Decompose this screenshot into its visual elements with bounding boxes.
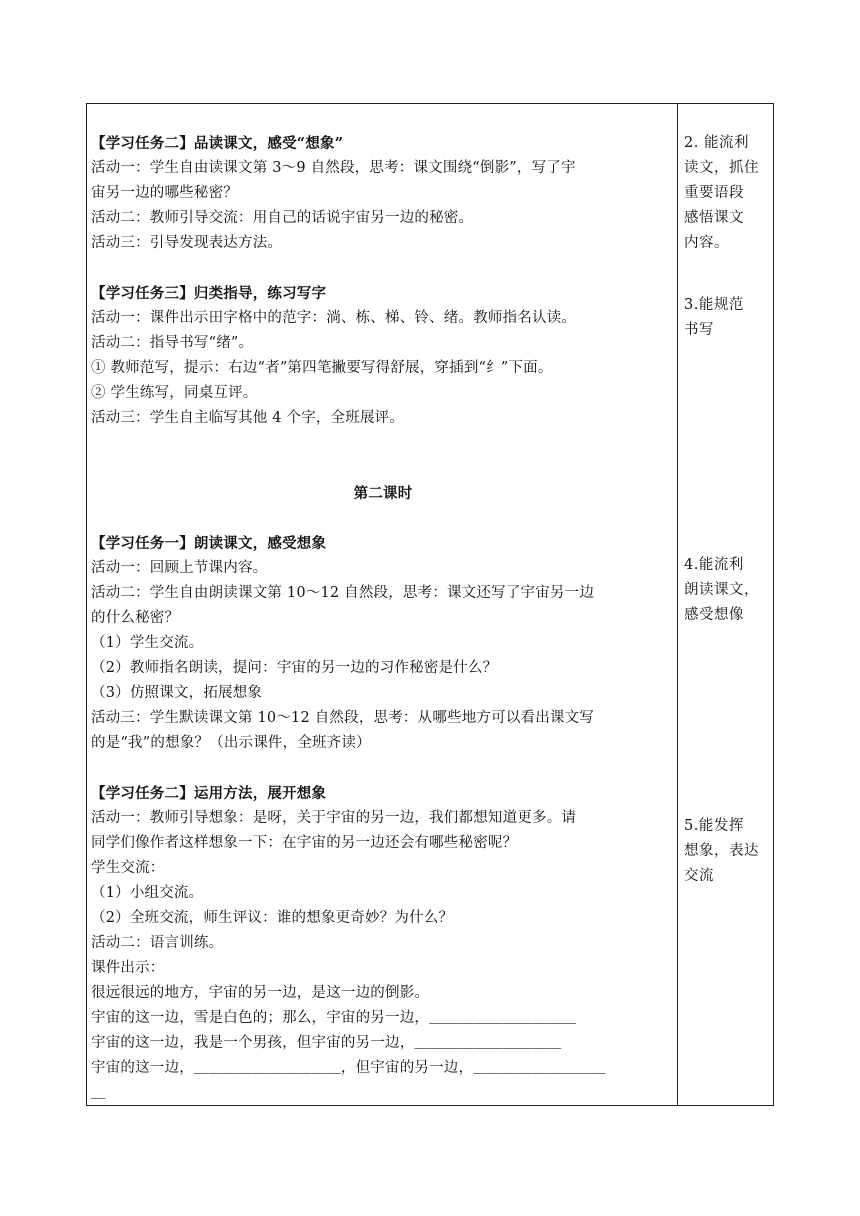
- task-heading: 【学习任务三】归类指导，练习写字: [91, 285, 327, 302]
- blank-line: [91, 506, 675, 531]
- fill-blank-line: ＿: [91, 1085, 106, 1101]
- text-line: ② 学生练写，同桌互评。: [91, 385, 258, 401]
- text-line: （1）学生交流。: [91, 635, 204, 651]
- text-line: 活动二：指导书写“绪”。: [91, 335, 254, 351]
- task-heading: 【学习任务一】朗读课文，感受想象: [91, 535, 327, 552]
- section-title: 第二课时: [353, 485, 413, 502]
- objective-line: 内容。: [684, 235, 729, 251]
- text-line: 活动三：学生自主临写其他 4 个字，全班展评。: [91, 410, 405, 426]
- text-line: 很远很远的地方，宇宙的另一边，是这一边的倒影。: [91, 985, 430, 1001]
- text-line: 活动二：学生自由朗读课文第 10～12 自然段，思考：课文还写了宇宙另一边: [91, 585, 595, 601]
- text-line: 同学们像作者这样想象一下：在宇宙的另一边还会有哪些秘密呢？: [91, 835, 518, 851]
- objective-line: 5.能发挥: [684, 818, 744, 834]
- text-line: 活动一：回顾上节课内容。: [91, 560, 268, 576]
- blank-line: [91, 756, 675, 781]
- objective-line: 2. 能流利: [684, 135, 749, 151]
- objective-block: [684, 814, 770, 889]
- text-line: 学生交流：: [91, 860, 165, 876]
- text-line: （1）小组交流。: [91, 885, 204, 901]
- text-line: 的什么秘密？: [91, 610, 180, 626]
- fill-blank-line: 宇宙的这一边，＿＿＿＿＿＿＿＿＿＿，但宇宙的另一边，＿＿＿＿＿＿＿＿＿: [91, 1060, 606, 1076]
- objective-line: 重要语段: [684, 185, 744, 201]
- task-heading: 【学习任务二】运用方法，展开想象: [91, 785, 327, 802]
- blank-line: [91, 256, 675, 281]
- text-line: （2）全班交流，师生评议：谁的想象更奇妙？为什么？: [91, 910, 454, 926]
- text-line: 活动一：教师引导想象：是呀，关于宇宙的另一边，我们都想知道更多。请: [91, 810, 577, 826]
- text-line: 活动二：教师引导交流：用自己的话说宇宙另一边的秘密。: [91, 210, 474, 226]
- text-line: 活动三：学生默读课文第 10～12 自然段，思考：从哪些地方可以看出课文写: [91, 710, 595, 726]
- text-line: 活动三：引导发现表达方法。: [91, 235, 283, 251]
- objective-line: 朗读课文，: [684, 582, 759, 598]
- text-line: ① 教师范写，提示：右边“者”第四笔撇要写得舒展，穿插到“纟”下面。: [91, 360, 553, 376]
- text-line: （2）教师指名朗读，提问：宇宙的另一边的习作秘密是什么？: [91, 660, 498, 676]
- fill-blank-line: 宇宙的这一边，雪是白色的；那么，宇宙的另一边，＿＿＿＿＿＿＿＿＿＿: [91, 1010, 577, 1026]
- text-line: （3）仿照课文，拓展想象: [91, 685, 263, 701]
- objective-line: 交流: [684, 868, 714, 884]
- blank-line: [91, 431, 675, 456]
- objective-block: [684, 293, 770, 343]
- objective-line: 感悟课文: [684, 210, 744, 226]
- main-column: [91, 131, 675, 1106]
- objective-block: [684, 553, 770, 628]
- fill-blank-line: 宇宙的这一边，我是一个男孩，但宇宙的另一边，＿＿＿＿＿＿＿＿＿＿: [91, 1035, 562, 1051]
- objective-line: 读文，抓住: [684, 160, 759, 176]
- text-line: 的是“我”的想象？（出示课件，全班齐读）: [91, 735, 371, 751]
- blank-line: [91, 456, 675, 481]
- objective-block: [684, 131, 770, 256]
- text-line: 宙另一边的哪些秘密？: [91, 185, 238, 201]
- objective-line: 3.能规范: [684, 297, 744, 313]
- objective-line: 感受想像: [684, 607, 744, 623]
- text-line: 活动一：课件出示田字格中的范字：淌、栋、梯、铃、绪。教师指名认读。: [91, 310, 577, 326]
- text-line: 活动二：语言训练。: [91, 935, 224, 951]
- task-heading: 【学习任务二】品读课文，感受“想象”: [91, 135, 344, 152]
- objective-line: 想象，表达: [684, 843, 759, 859]
- text-line: 活动一：学生自由读课文第 3～9 自然段，思考：课文围绕“倒影”，写了宇: [91, 160, 576, 176]
- text-line: 课件出示：: [91, 960, 165, 976]
- lesson-table: [86, 103, 774, 1106]
- objective-line: 4.能流利: [684, 557, 744, 573]
- column-divider: [677, 104, 678, 1105]
- objective-line: 书写: [684, 322, 714, 338]
